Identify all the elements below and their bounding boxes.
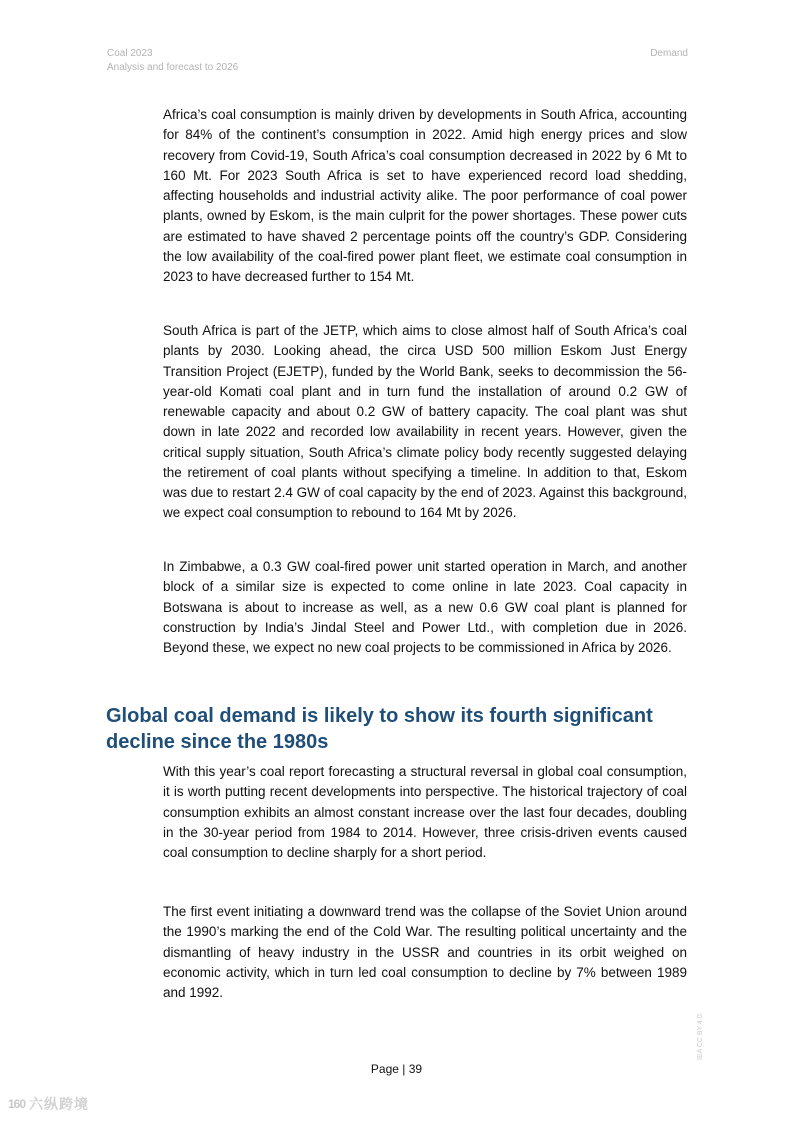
paragraph-text: Africa’s coal consumption is mainly driven by developments in South Africa, accounting for 84% of the continent’s consumption in 2022. Amid high energy prices and slow recovery from Covid-19, South Africa’s coal consumption decreased in 2022 by 6 Mt to 160 Mt. For 2023 South Africa is set to have experienced record load shedding, affecting households and industrial activity alike. The poor performance of coal power plants, owned by Eskom, is the main culprit for the power shortages. These power cuts are estimated to have shaved 2 percentage points off the country’s GDP. Considering the low availability of the coal-fired power plant fleet, we estimate coal consumption in 2023 to have decreased further to 154 Mt. xyxy=(163,107,687,284)
body-paragraph-zimbabwe-botswana xyxy=(163,557,687,658)
license-note: IEA CC BY 4.0. xyxy=(697,1012,704,1060)
body-paragraph-south-africa-consumption xyxy=(163,105,687,287)
report-header xyxy=(107,47,238,75)
paragraph-text: South Africa is part of the JETP, which aims to close almost half of South Africa’s coal plants by 2030. Looking ahead, the circa USD 500 million Eskom Just Energy Transition Project (EJETP), funded by the World Bank, seeks to decommission the 56-year-old Komati coal plant and in turn fund the installation of around 0.2 GW of renewable capacity and about 0.2 GW of battery capacity. The coal plant was shut down in late 2022 and recorded low availability in recent years. However, given the critical supply situation, South Africa’s climate policy body recently suggested delaying the retirement of coal plants without specifying a timeline. In addition to that, Eskom was due to restart 2.4 GW of coal capacity by the end of 2023. Against this background, we expect coal consumption to rebound to 164 Mt by 2026. xyxy=(163,323,687,521)
report-title: Coal 2023 xyxy=(107,48,153,59)
paragraph-text: With this year’s coal report forecasting a structural reversal in global coal consumption, it is worth putting recent developments into perspective. The historical trajectory of coal consumption exhibits an almost constant increase over the last four decades, doubling in the 30-year period from 1984 to 2014. However, three crisis-driven events caused coal consumption to decline sharply for a short period. xyxy=(163,764,687,860)
paragraph-text: The first event initiating a downward trend was the collapse of the Soviet Union around the 1990’s marking the end of the Cold War. The resulting political uncertainty and the dismantling of heavy industry in the USSR and countries in its orbit weighed on economic activity, which in turn led coal consumption to decline by 7% between 1989 and 1992. xyxy=(163,904,687,1000)
section-label: Demand xyxy=(650,48,688,59)
watermark-text: 六纵跨境 xyxy=(29,1096,90,1112)
watermark-logo-icon: 160 xyxy=(8,1097,26,1111)
paragraph-text: In Zimbabwe, a 0.3 GW coal-fired power unit started operation in March, and another block of a similar size is expected to come online in late 2023. Coal capacity in Botswana is about to increase as well, as a new 0.6 GW coal plant is planned for construction by India’s Jindal Steel and Power Ltd., with completion due in 2026. Beyond these, we expect no new coal projects to be commissioned in Africa by 2026. xyxy=(163,559,687,655)
body-paragraph-global-trend xyxy=(163,762,687,863)
body-paragraph-soviet-collapse xyxy=(163,902,687,1003)
report-subtitle: Analysis and forecast to 2026 xyxy=(107,62,239,73)
watermark xyxy=(8,1094,89,1114)
body-paragraph-jetp xyxy=(163,321,687,524)
section-heading: Global coal demand is likely to show its fourth significant decline since the 1980s xyxy=(106,705,653,753)
page-number: Page | 39 xyxy=(370,1062,423,1076)
